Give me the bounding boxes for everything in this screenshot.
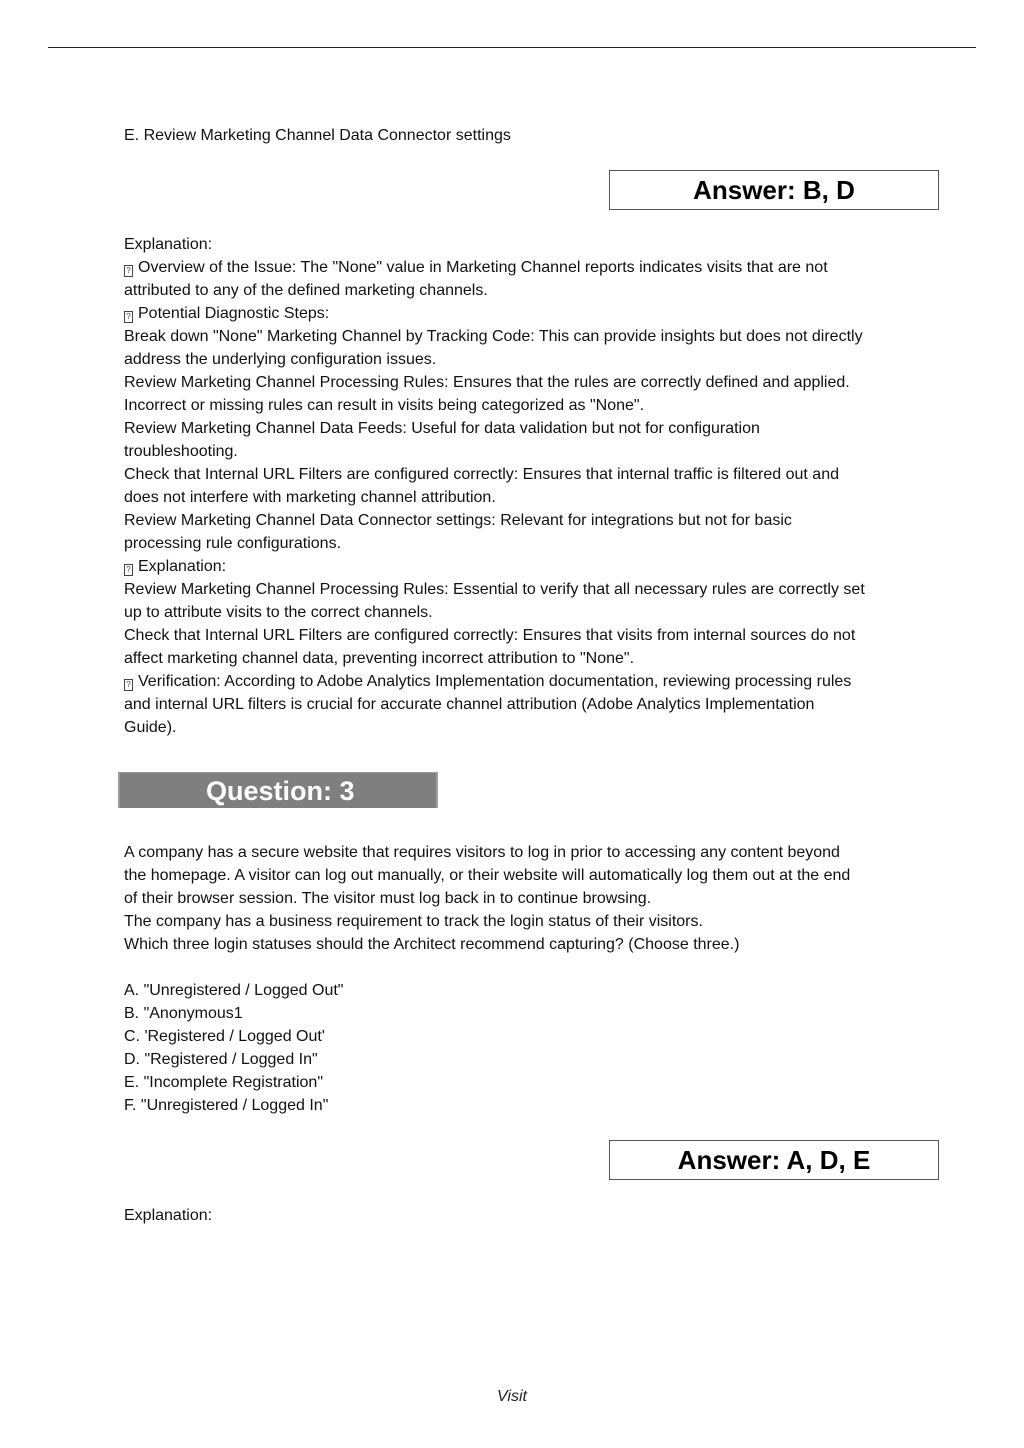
explanation-line-text: Review Marketing Channel Processing Rules: Ensures that the rules are correctly defined and applied. (124, 374, 850, 391)
explanation-line (124, 463, 944, 486)
question-line: Which three login statuses should the Architect recommend capturing? (Choose three.) (124, 936, 740, 953)
explanation-line-text: Explanation: (138, 558, 227, 575)
question-title: Question: 3 (206, 776, 355, 806)
explanation-line-text: Guide). (124, 719, 177, 736)
explanation-line-text: and internal URL filters is crucial for accurate channel attribution (Adobe Analytics Implementation (124, 696, 815, 713)
explanation-line (124, 555, 944, 578)
question-line: of their browser session. The visitor must log back in to continue browsing. (124, 890, 652, 907)
answer-option: E. "Incomplete Registration" (124, 1074, 324, 1091)
explanation-line-text: Review Marketing Channel Data Feeds: Useful for data validation but not for configuration (124, 420, 760, 437)
explanation-body (124, 256, 944, 739)
explanation-line-text: Check that Internal URL Filters are configured correctly: Ensures that internal traffic is filtered out and (124, 466, 839, 483)
explanation-line-text: attributed to any of the defined marketing channels. (124, 282, 488, 299)
answer-option: B. "Anonymous1 (124, 1005, 243, 1022)
question-line: The company has a business requirement to track the login status of their visitors. (124, 913, 703, 930)
explanation-line (124, 440, 944, 463)
explanation-1 (124, 233, 944, 739)
option-text: E. Review Marketing Channel Data Connector settings (124, 127, 511, 144)
explanation-heading: Explanation: (124, 1207, 213, 1224)
explanation-line (124, 509, 944, 532)
footer-visit: Visit (497, 1388, 527, 1405)
explanation-line-text: Review Marketing Channel Processing Rules: Essential to verify that all necessary rules are correctly set (124, 581, 865, 598)
question-body (124, 841, 944, 956)
explanation-line-text: does not interfere with marketing channel attribution. (124, 489, 496, 506)
question-text (124, 841, 944, 956)
header-rule (48, 47, 976, 48)
explanation-line-text: Review Marketing Channel Data Connector settings: Relevant for integrations but not for basic (124, 512, 792, 529)
explanation-line-text: troubleshooting. (124, 443, 238, 460)
missing-glyph-icon: ? (124, 679, 133, 691)
explanation-line (124, 302, 944, 325)
explanation-line (124, 348, 944, 371)
answer-option: C. 'Registered / Logged Out' (124, 1028, 325, 1045)
explanation-line (124, 716, 944, 739)
explanation-line (124, 417, 944, 440)
options-list (124, 979, 944, 1117)
question-banner (118, 772, 438, 808)
explanation-line (124, 693, 944, 716)
answer-box-2: Answer: A, D, E (609, 1140, 939, 1180)
explanation-line-text: Potential Diagnostic Steps: (138, 305, 330, 322)
explanation-line (124, 486, 944, 509)
explanation-line (124, 578, 944, 601)
missing-glyph-icon: ? (124, 311, 133, 323)
explanation-line-text: up to attribute visits to the correct channels. (124, 604, 433, 621)
explanation-line (124, 670, 944, 693)
explanation-line (124, 647, 944, 670)
answer-options (124, 979, 944, 1117)
explanation-line (124, 325, 944, 348)
explanation-line (124, 371, 944, 394)
answer-option: A. "Unregistered / Logged Out" (124, 982, 344, 999)
explanation-line-text: Break down "None" Marketing Channel by Tracking Code: This can provide insights but does not directly (124, 328, 863, 345)
missing-glyph-icon: ? (124, 564, 133, 576)
missing-glyph-icon: ? (124, 265, 133, 277)
explanation-line-text: processing rule configurations. (124, 535, 342, 552)
explanation-line-text: Incorrect or missing rules can result in visits being categorized as "None". (124, 397, 645, 414)
explanation-line (124, 279, 944, 302)
explanation-line-text: affect marketing channel data, preventing incorrect attribution to "None". (124, 650, 635, 667)
explanation-line (124, 601, 944, 624)
answer-box-1: Answer: B, D (609, 170, 939, 210)
question-line: the homepage. A visitor can log out manually, or their website will automatically log them out at the end (124, 867, 851, 884)
question-line: A company has a secure website that requires visitors to log in prior to accessing any content beyond (124, 844, 840, 861)
explanation-line (124, 256, 944, 279)
explanation-line (124, 394, 944, 417)
answer-option: F. "Unregistered / Logged In" (124, 1097, 329, 1114)
explanation-line-text: Check that Internal URL Filters are configured correctly: Ensures that visits from internal sources do not (124, 627, 856, 644)
explanation-line (124, 532, 944, 555)
explanation-line-text: Verification: According to Adobe Analytics Implementation documentation, reviewing processing rules (138, 673, 852, 690)
previous-option-e (124, 124, 944, 147)
answer-option: D. "Registered / Logged In" (124, 1051, 318, 1068)
explanation-2 (124, 1204, 944, 1227)
explanation-line (124, 624, 944, 647)
explanation-line-text: Overview of the Issue: The "None" value in Marketing Channel reports indicates visits that are not (138, 259, 828, 276)
explanation-line-text: address the underlying configuration issues. (124, 351, 437, 368)
explanation-heading: Explanation: (124, 236, 213, 253)
